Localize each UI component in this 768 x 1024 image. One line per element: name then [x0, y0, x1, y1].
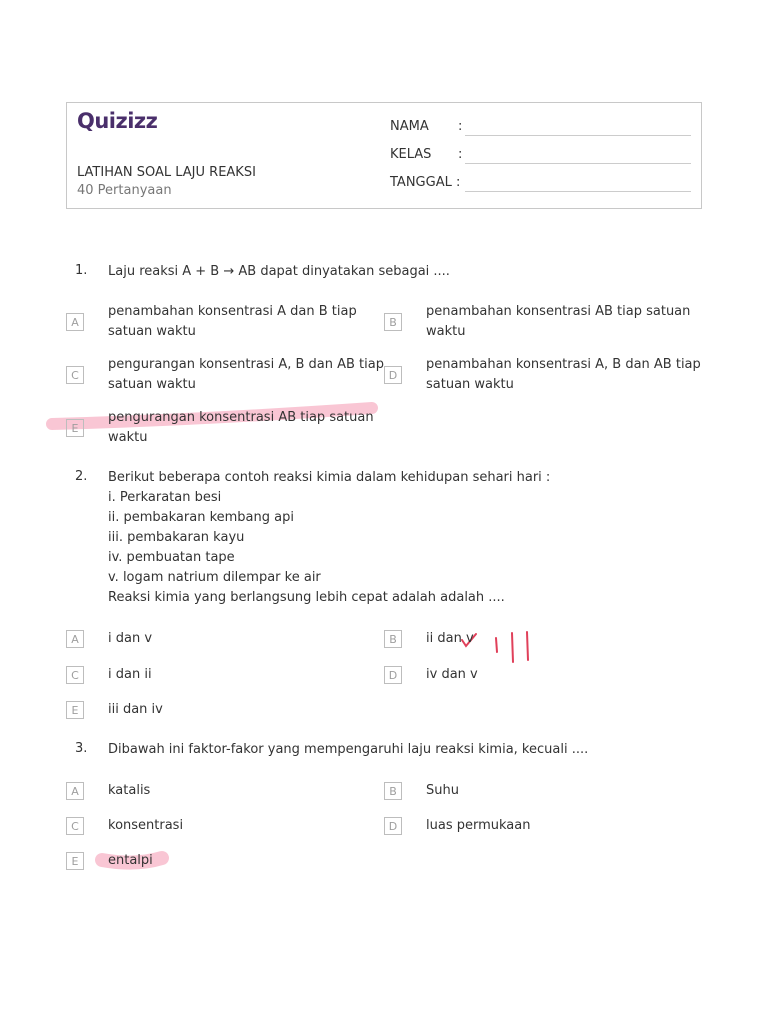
option-text-line2: satuan waktu	[108, 324, 196, 339]
option-letter-b[interactable]: B	[384, 782, 402, 800]
class-label: KELAS	[390, 147, 432, 162]
option-a[interactable]	[108, 302, 357, 342]
class-input-line[interactable]	[465, 163, 691, 164]
name-field	[390, 119, 463, 134]
option-letter-a[interactable]: A	[66, 630, 84, 648]
option-text-line1: pengurangan konsentrasi AB tiap satuan	[108, 410, 374, 425]
class-colon: :	[458, 147, 463, 162]
question-line: Berikut beberapa contoh reaksi kimia dalam kehidupan sehari hari :	[108, 470, 551, 485]
option-c[interactable]: konsentrasi	[108, 818, 184, 833]
question-count: 40 Pertanyaan	[77, 183, 172, 198]
option-letter-d[interactable]: D	[384, 666, 402, 684]
option-letter-e[interactable]: E	[66, 419, 84, 437]
option-b[interactable]	[426, 302, 690, 342]
option-c[interactable]: i dan ii	[108, 667, 152, 682]
option-b[interactable]: Suhu	[426, 783, 459, 798]
tally-mark-1	[496, 638, 497, 652]
quiz-title: LATIHAN SOAL LAJU REAKSI	[77, 165, 256, 180]
option-letter-e[interactable]: E	[66, 701, 84, 719]
option-d[interactable]: iv dan v	[426, 667, 478, 682]
class-field	[390, 147, 463, 162]
option-letter-b[interactable]: B	[384, 313, 402, 331]
option-letter-a[interactable]: A	[66, 313, 84, 331]
option-e[interactable]	[108, 408, 374, 448]
question-line: iv. pembuatan tape	[108, 550, 235, 565]
option-text-line2: waktu	[426, 324, 466, 339]
question-line: v. logam natrium dilempar ke air	[108, 570, 321, 585]
option-letter-c[interactable]: C	[66, 366, 84, 384]
option-text-line2: satuan waktu	[426, 377, 514, 392]
question-number: 1.	[75, 263, 88, 278]
option-a[interactable]: katalis	[108, 783, 151, 798]
option-c[interactable]	[108, 355, 384, 395]
question-line: ii. pembakaran kembang api	[108, 510, 294, 525]
name-colon: :	[458, 119, 463, 134]
question-line: Reaksi kimia yang berlangsung lebih cepat adalah adalah ....	[108, 590, 505, 605]
option-text-line1: penambahan konsentrasi A dan B tiap	[108, 304, 357, 319]
option-letter-d[interactable]: D	[384, 817, 402, 835]
option-d[interactable]	[426, 355, 701, 395]
tally-mark-2	[512, 633, 513, 662]
question-line: i. Perkaratan besi	[108, 490, 222, 505]
option-letter-b[interactable]: B	[384, 630, 402, 648]
option-text-line1: penambahan konsentrasi AB tiap satuan	[426, 304, 691, 319]
option-letter-a[interactable]: A	[66, 782, 84, 800]
quizizz-logo: Quizizz	[77, 109, 158, 133]
question-number: 2.	[75, 469, 88, 484]
question-number: 3.	[75, 741, 88, 756]
option-text-line2: waktu	[108, 430, 148, 445]
option-d[interactable]: luas permukaan	[426, 818, 531, 833]
option-letter-c[interactable]: C	[66, 817, 84, 835]
question-text: Laju reaksi A + B → AB dapat dinyatakan sebagai ....	[108, 264, 450, 279]
option-text-line1: pengurangan konsentrasi A, B dan AB tiap	[108, 357, 384, 372]
name-label: NAMA	[390, 119, 429, 134]
option-text-line2: satuan waktu	[108, 377, 196, 392]
worksheet-header	[66, 102, 702, 209]
option-text-line1: penambahan konsentrasi A, B dan AB tiap	[426, 357, 701, 372]
option-letter-d[interactable]: D	[384, 366, 402, 384]
date-input-line[interactable]	[465, 191, 691, 192]
option-b[interactable]: ii dan v	[426, 631, 474, 646]
date-label: TANGGAL :	[390, 175, 461, 190]
option-letter-c[interactable]: C	[66, 666, 84, 684]
name-input-line[interactable]	[465, 135, 691, 136]
option-a[interactable]: i dan v	[108, 631, 153, 646]
option-letter-e[interactable]: E	[66, 852, 84, 870]
question-line: iii. pembakaran kayu	[108, 530, 245, 545]
tally-mark-3	[527, 632, 528, 660]
option-e[interactable]: iii dan iv	[108, 702, 163, 717]
option-e[interactable]: entalpi	[108, 853, 153, 868]
question-text: Dibawah ini faktor-fakor yang mempengaruhi laju reaksi kimia, kecuali ....	[108, 742, 589, 757]
question-text	[108, 468, 550, 608]
date-field	[390, 175, 460, 190]
